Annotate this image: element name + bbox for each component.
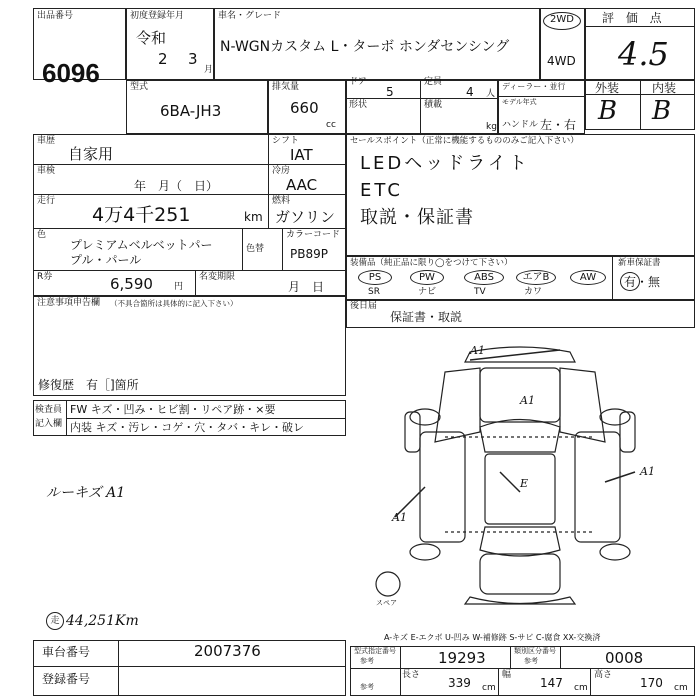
equip-ps: PS [358,270,392,285]
era: 令和 [136,29,167,47]
car-name-label: 車名・グレード [218,11,282,21]
handwritten-note: ルーキズ A1 [46,485,126,501]
height-value: 170 [640,676,663,690]
doors-value: 5 [386,85,394,99]
wheel-fr-outline [600,409,630,425]
notes-subtitle: （不具合箇所は具体的に記入下さい） [110,299,238,308]
rear-bumper-outline [465,597,575,604]
model-label: 型式 [130,82,149,92]
kg-unit: kg [486,122,497,132]
color-code-value: PB89P [290,247,328,261]
mileage-handwritten: 44,251Km [66,613,139,629]
name-change-label: 名変期限 [199,272,236,282]
notes-box [33,296,346,396]
month-unit: 月 [204,65,214,75]
ref-label-2: 参考 [524,657,538,665]
ref-label-3: 参考 [360,683,374,691]
wheel-rl-outline [410,544,440,560]
recycle-value: 6,590 [110,275,153,293]
dealer-label: ディーラー・並行 [502,82,566,91]
damage-slash-roof [500,472,520,492]
history-value: 自家用 [68,145,114,163]
right-side-outline [575,432,620,542]
doors-label: ドア [349,77,367,87]
lot-number: 6096 [42,58,100,88]
left-front-mirror-outline [405,412,420,452]
color-line1: プレミアムベルベットパー [70,238,213,252]
cm-unit-2: cm [574,683,588,693]
notes-title: 注意事項申告欄 [37,298,101,308]
type-cert-label: 型式指定番号 [354,647,396,655]
right-fender-outline [560,368,605,442]
mark-a1-right: A1 [640,465,655,478]
length-label: 長さ [402,670,421,680]
mileage-stamp-icon: 走 [46,612,64,630]
ac-label: 冷房 [272,166,291,176]
score-label: 評 価 点 [602,11,666,25]
mark-a1-front: A1 [470,344,485,357]
inspector-label: 検査員 [35,405,63,415]
reg-month: 3 [188,50,198,68]
left-fender-outline [435,368,480,442]
equip-abs: ABS [464,270,504,285]
ref-label-1: 参考 [360,657,374,665]
interior-checks: 内装 キズ・汚レ・コゲ・穴・タバ・キレ・破レ [70,421,305,434]
exterior-label: 外装 [595,81,620,95]
exterior-checks: FW キズ・凹み・ヒビ割・リペア跡・×要 [70,403,276,416]
capacity-label: 定員 [424,77,443,87]
displacement-value: 660 [290,99,319,117]
name-change-value: 月 日 [288,280,325,294]
warranty-yes-circle [620,272,640,291]
exterior-grade: B [598,96,618,126]
history-label: 車歴 [37,136,56,146]
category-label: 類別区分番号 [514,647,556,655]
reg-year: 2 [158,50,168,68]
handle-value: 左・右 [540,118,577,132]
equip-leather: カワ [524,287,543,297]
repair-value: 有［]箇所 [86,378,139,392]
displacement-label: 排気量 [272,82,300,92]
selling-point-1: LEDヘッドライト [360,153,530,174]
right-front-mirror-outline [620,412,635,452]
equip-navi: ナビ [418,287,437,297]
equipment-title: 装備品（純正品に限り◯をつけて下さい） [350,258,513,268]
ac-value: AAC [286,176,318,194]
equip-pw: PW [410,270,444,285]
first-reg-label: 初度登録年月 [130,11,185,21]
spare-tire-icon [376,572,400,596]
model-year-label: モデル年式 [502,98,537,106]
shift-label: シフト [272,136,300,146]
mark-e-roof: E [520,477,529,490]
post-installed-title: 後日届 [350,301,378,311]
handle-label: ハンドル [502,120,539,130]
equip-tv: TV [474,287,486,297]
fuel-value: ガソリン [275,208,336,226]
wheel-rr-outline [600,544,630,560]
selling-point-2: ETC [360,180,403,201]
color-change-label: 色替 [246,244,265,254]
drive-4wd: 4WD [547,54,576,68]
interior-grade: B [652,96,672,126]
new-warranty-label: 新車保証書 [618,258,661,268]
color-code-label: カラーコード [286,230,341,240]
rear-window-outline [480,527,560,556]
post-installed-value: 保証書・取説 [390,310,463,324]
cm-unit-1: cm [482,683,496,693]
color-label: 色 [37,230,47,240]
shape-label: 形状 [349,100,368,110]
color-line2: プル・パール [70,253,142,267]
mileage-label: 走行 [37,196,56,206]
body-box [346,77,498,134]
wheel-fl-outline [410,409,440,425]
drive-2wd-circled: 2WD [543,12,581,30]
mark-a1-hood: A1 [520,394,535,407]
inspection-value: 年 月（ 日） [134,179,219,193]
score-value: 4.5 [618,35,669,73]
new-warranty-value: 有・無 [624,275,661,289]
lot-label: 出品番号 [37,11,74,21]
category-value: 0008 [605,649,644,667]
type-cert-value: 19293 [438,649,486,667]
chassis-value: 2007376 [194,642,261,660]
diagram-legend: A-キズ E-エクボ U-凹み W-補修跡 S-サビ C-腐食 XX-交換済 [384,633,601,642]
cc-unit: cc [326,120,336,130]
height-label: 高さ [594,670,613,680]
equip-sr: SR [368,287,380,297]
mileage-value: 4万4千251 [92,204,191,226]
yen-unit: 円 [174,282,184,292]
car-name: N-WGNカスタム L・ターボ ホンダセンシング [220,39,510,55]
load-label: 積載 [424,100,443,110]
length-value: 339 [448,676,471,690]
mark-a1-left: A1 [392,511,407,524]
selling-point-3: 取説・保証書 [360,207,474,228]
fuel-label: 燃料 [272,196,291,206]
interior-label: 内装 [652,81,677,95]
recorder-label: 記入欄 [35,419,63,429]
width-value: 147 [540,676,563,690]
spare-label: スペア [376,599,397,607]
equip-airbag: エアB [516,270,556,285]
cm-unit-3: cm [674,683,688,693]
chassis-label: 車台番号 [42,645,91,659]
equip-aw: AW [570,270,606,285]
selling-points-title: セールスポイント（正常に機能するもののみご記入下さい） [350,136,579,146]
km-unit: km [244,210,263,224]
repair-label: 修復歴 [38,378,75,392]
left-side-outline [420,432,465,542]
recycle-label: R券 [37,272,53,282]
reg-no-label: 登録番号 [42,672,91,686]
capacity-value: 4 [466,85,474,99]
inspection-label: 車検 [37,166,56,176]
rear-gate-outline [480,554,560,594]
width-label: 幅 [502,670,512,680]
shift-value: IAT [290,146,313,164]
windshield-outline [480,420,560,453]
person-unit: 人 [486,89,496,99]
model-value: 6BA-JH3 [160,102,222,120]
